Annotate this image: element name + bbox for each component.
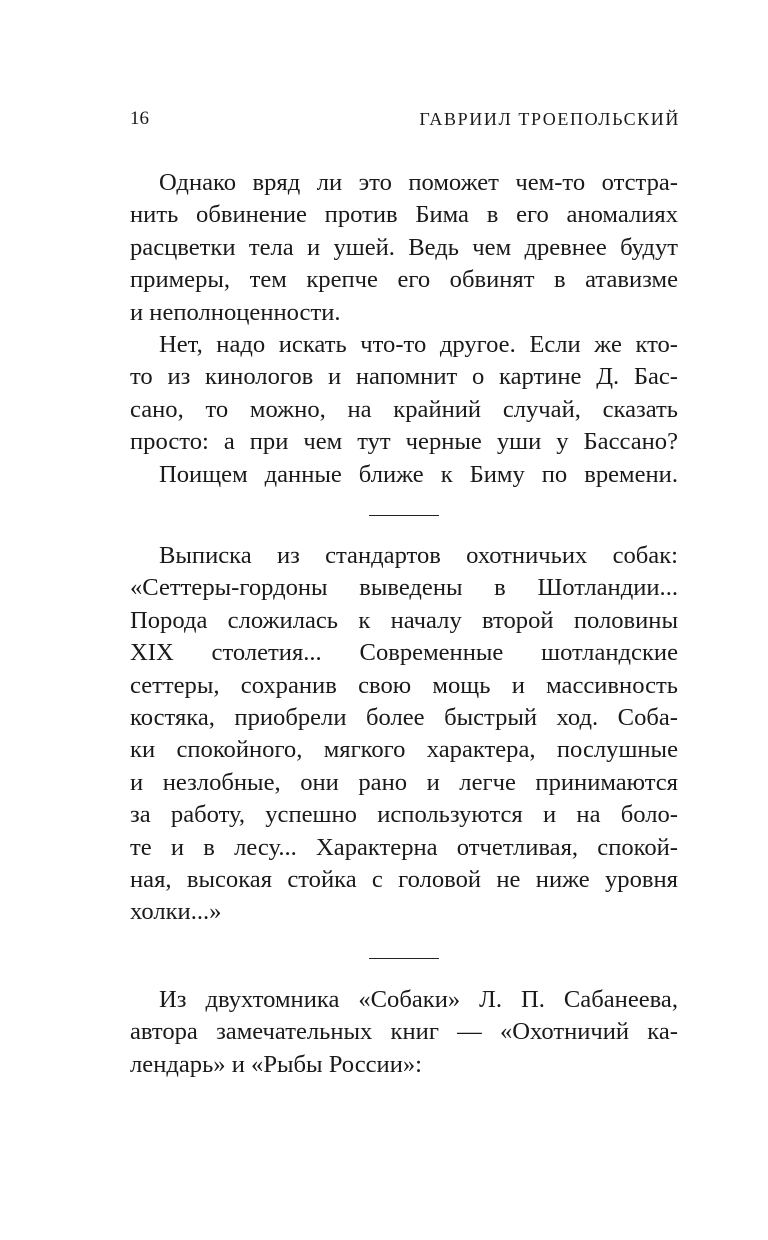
text-line: холки...» xyxy=(130,898,222,926)
text-line: расцветки тела и ушей. Ведь чем древнее будут xyxy=(130,233,678,261)
text-line: лендарь» и «Рыбы России»: xyxy=(130,1050,422,1078)
running-head-author: ГАВРИИЛ ТРОЕПОЛЬСКИЙ xyxy=(419,109,680,129)
page-header xyxy=(130,105,680,133)
text-line: примеры, тем крепче его обвинят в атавизме xyxy=(130,266,678,294)
text-line: Порода сложилась к началу второй половины xyxy=(130,606,678,634)
text-line: XIX столетия... Современные шотландские xyxy=(130,639,678,667)
text-line: сеттеры, сохранив свою мощь и массивность xyxy=(130,671,678,699)
text-line: нить обвинение против Бима в его аномалиях xyxy=(130,201,678,229)
text-line: Из двухтомника «Собаки» Л. П. Сабанеева, xyxy=(159,986,678,1013)
paragraph xyxy=(130,540,678,929)
text-line: те и в лесу... Характерна отчетливая, спокой- xyxy=(130,833,678,861)
text-line: просто: а при чем тут черные уши у Бассано? xyxy=(130,428,678,456)
section-divider xyxy=(369,515,439,516)
text-line: Выписка из стандартов охотничьих собак: xyxy=(159,542,678,569)
text-line: и неполноценности. xyxy=(130,298,341,326)
paragraph xyxy=(130,984,678,1081)
text-line: Однако вряд ли это поможет чем-то отстра- xyxy=(159,169,678,196)
text-line: и незлобные, они рано и легче принимаются xyxy=(130,768,678,796)
paragraph xyxy=(130,167,678,329)
text-line: ки спокойного, мягкого характера, послушные xyxy=(130,736,678,764)
section-1-text xyxy=(130,167,678,491)
section-2-text xyxy=(130,540,678,929)
text-line: «Сеттеры-гордоны выведены в Шотландии... xyxy=(130,574,678,602)
text-line: Нет, надо искать что-то другое. Если же кто- xyxy=(159,331,678,359)
text-line: то из кинологов и напомнит о картине Д. Бас- xyxy=(130,363,678,391)
section-3-text xyxy=(130,984,678,1081)
paragraph xyxy=(130,459,678,491)
text-line: ная, высокая стойка с головой не ниже уровня xyxy=(130,866,678,894)
text-line: Поищем данные ближе к Биму по времени. xyxy=(159,460,678,488)
text-line: автора замечательных книг — «Охотничий ка- xyxy=(130,1018,678,1046)
text-line: сано, то можно, на крайний случай, сказать xyxy=(130,395,678,423)
section-divider xyxy=(369,958,439,959)
page-number: 16 xyxy=(130,108,149,129)
paragraph xyxy=(130,329,678,459)
text-line: костяка, приобрели более быстрый ход. Соба- xyxy=(130,704,678,732)
text-line: за работу, успешно используются и на боло- xyxy=(130,801,678,829)
